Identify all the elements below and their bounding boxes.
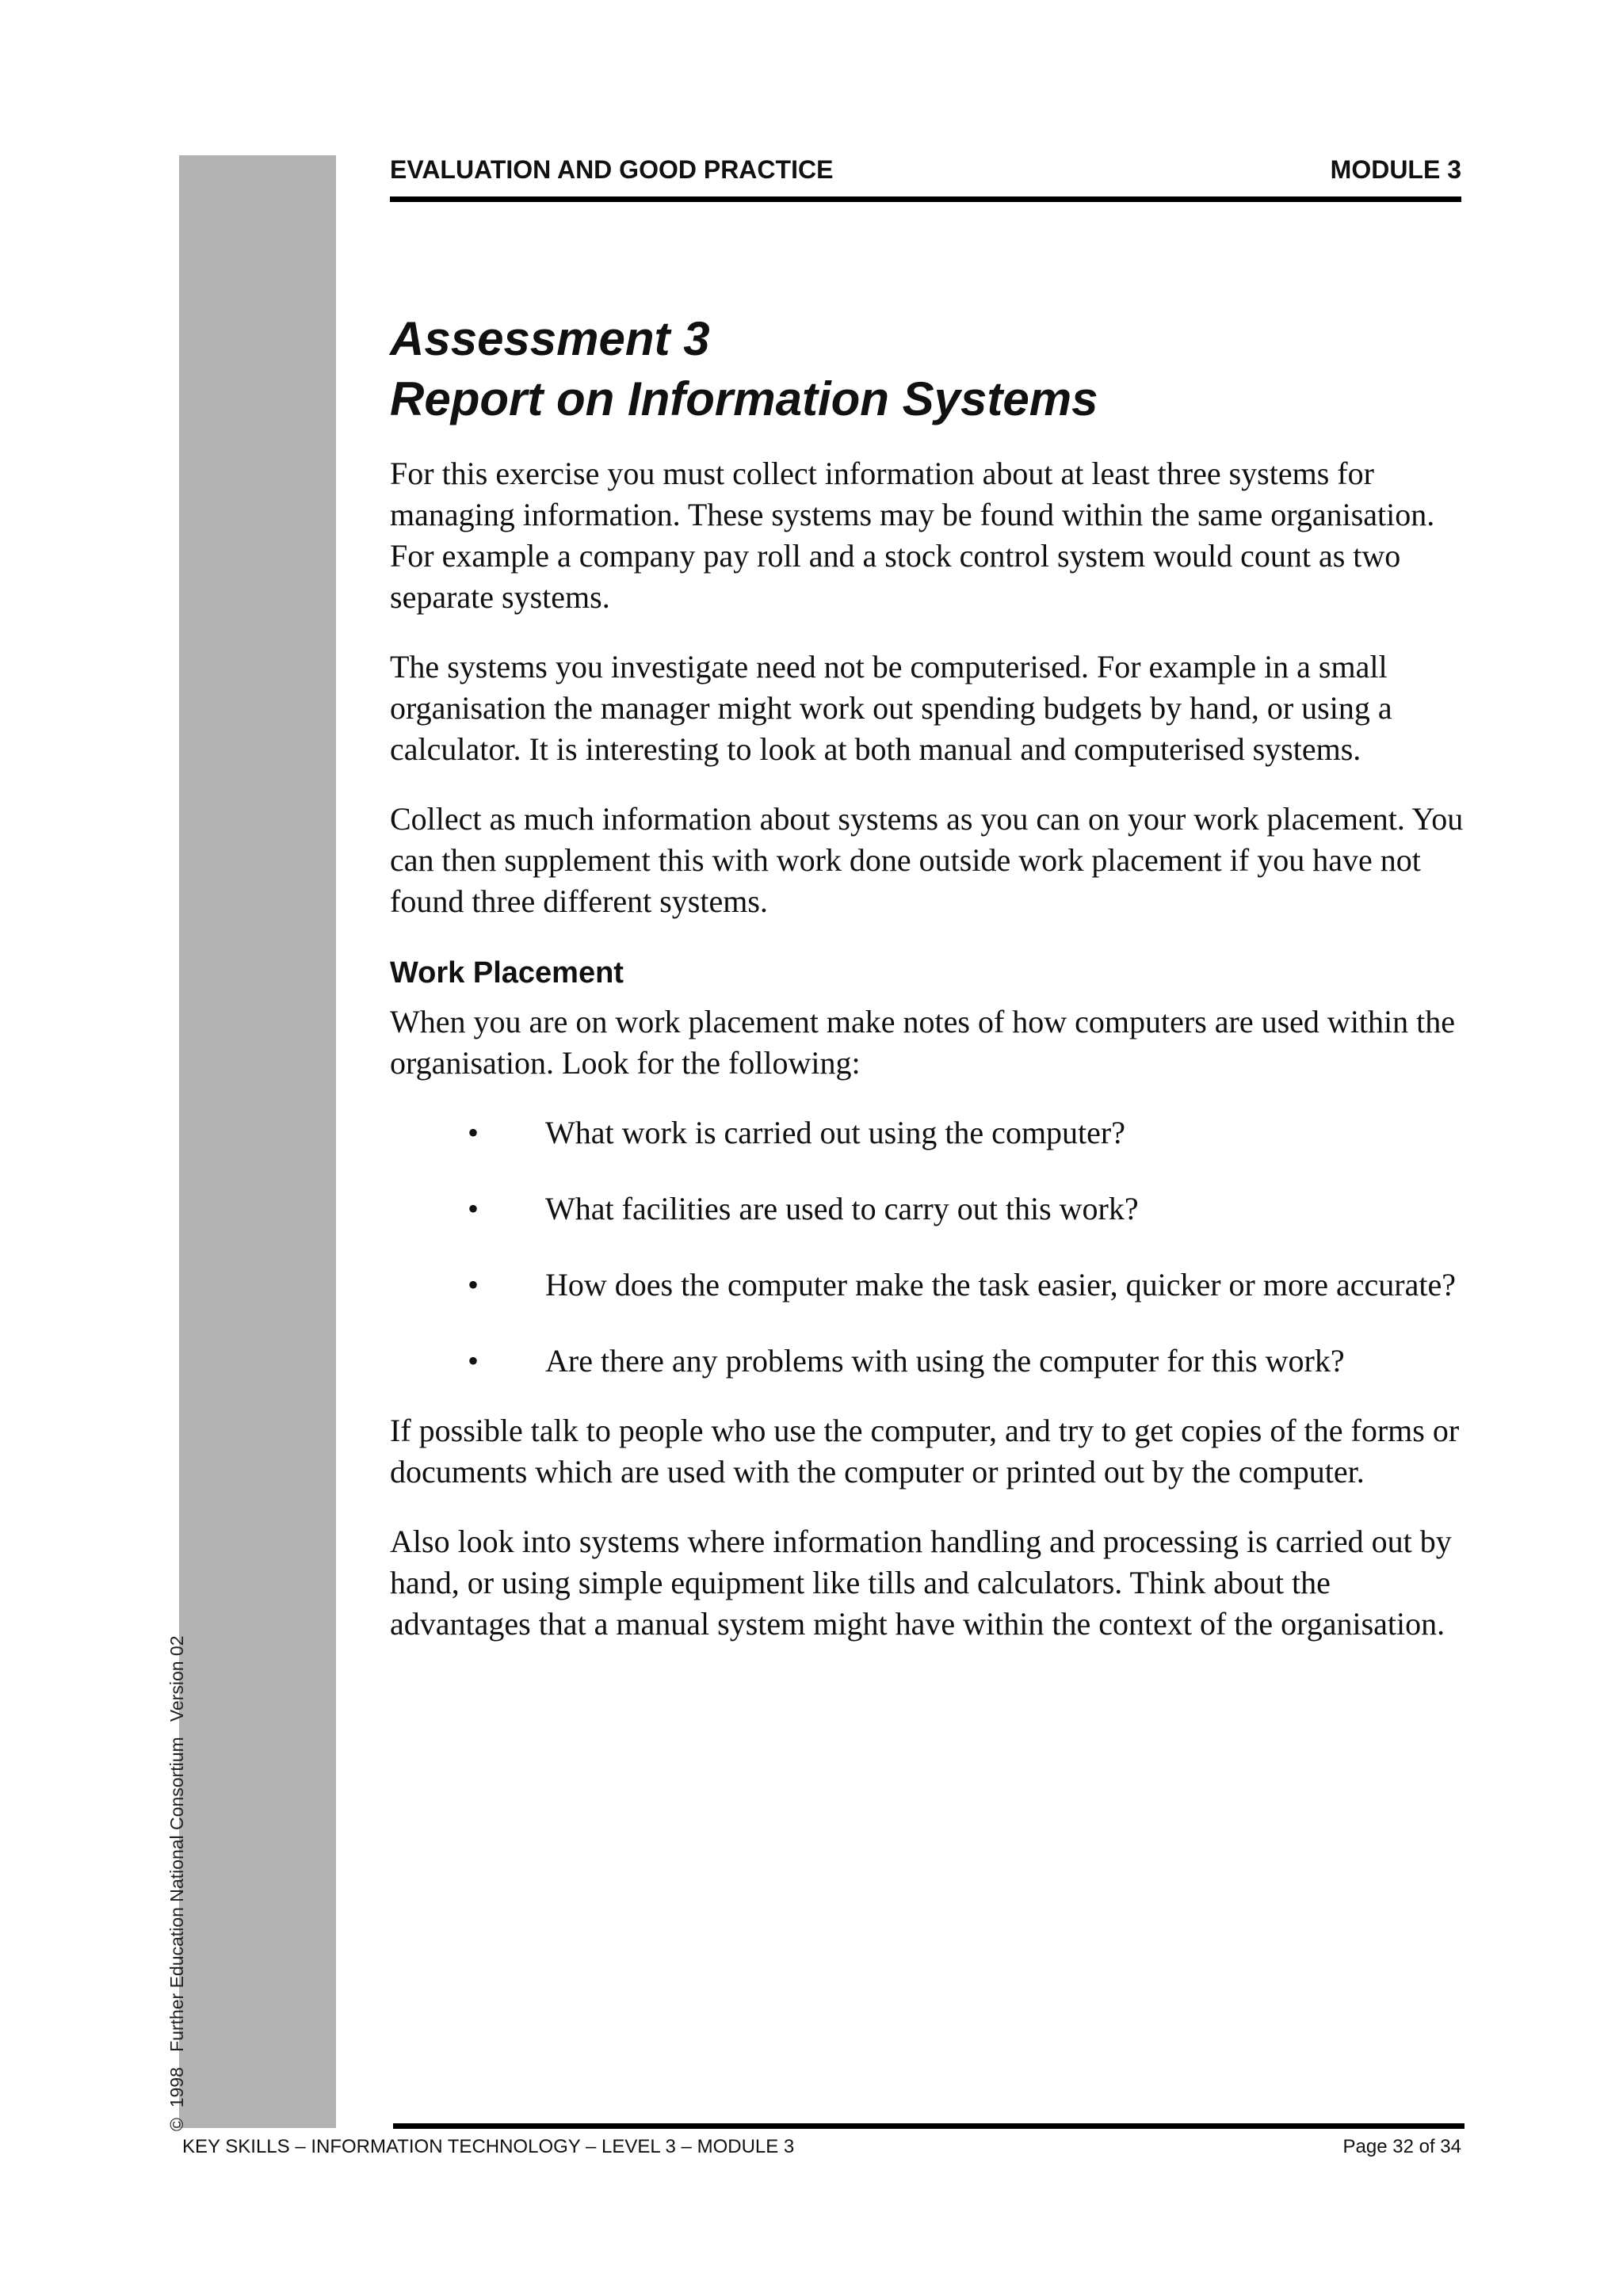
footer-divider	[393, 2123, 1465, 2129]
footer-course-title: KEY SKILLS – INFORMATION TECHNOLOGY – LEVEL 3 – MODULE 3	[182, 2136, 795, 2157]
paragraph: Also look into systems where information handling and processing is carried out by hand, or using simple equipment like tills and calculators. Think about the advantages that a manual system might have within the context of the organisation.	[390, 1524, 1452, 1642]
list-item-text: What facilities are used to carry out this work?	[545, 1191, 1139, 1226]
bullet-icon: •	[468, 1267, 479, 1302]
bullet-list	[390, 1112, 1468, 1382]
page-title	[390, 309, 1098, 429]
paragraph: Collect as much information about systems as you can on your work placement. You can then supplement this with work done outside work placement if you have not found three different systems.	[390, 801, 1464, 919]
main-content	[390, 453, 1468, 1673]
copyright-notice: © 1998 Further Education National Consortium Version 02	[166, 1635, 187, 2131]
page-header	[390, 155, 1461, 202]
sidebar-bar	[179, 155, 336, 2128]
paragraph: If possible talk to people who use the computer, and try to get copies of the forms or documents which are used with the computer or printed out by the computer.	[390, 1413, 1460, 1489]
module-label: MODULE 3	[1330, 155, 1461, 184]
list-item-text: Are there any problems with using the computer for this work?	[545, 1343, 1345, 1379]
title-line-1: Assessment 3	[390, 312, 710, 365]
list-item	[390, 1188, 1468, 1230]
bullet-icon: •	[468, 1191, 479, 1226]
title-line-2: Report on Information Systems	[390, 372, 1098, 425]
list-item-text: How does the computer make the task easier, quicker or more accurate?	[545, 1267, 1457, 1302]
list-item	[390, 1341, 1468, 1382]
list-item	[390, 1112, 1468, 1154]
paragraph: The systems you investigate need not be computerised. For example in a small organisation the manager might work out spending budgets by hand, or using a calculator. It is interesting to look at both manual and computerised systems.	[390, 649, 1392, 767]
paragraph: When you are on work placement make notes of how computers are used within the organisation. Look for the following:	[390, 1004, 1456, 1081]
section-title: EVALUATION AND GOOD PRACTICE	[390, 155, 834, 184]
list-item-text: What work is carried out using the computer?	[545, 1115, 1125, 1150]
paragraph: For this exercise you must collect information about at least three systems for managing information. These systems may be found within the same organisation. For example a company pay roll and a stock control system would count as two separate systems.	[390, 456, 1435, 615]
bullet-icon: •	[468, 1115, 479, 1150]
list-item	[390, 1264, 1468, 1306]
page-number: Page 32 of 34	[1342, 2136, 1461, 2157]
section-heading-work-placement: Work Placement	[390, 956, 624, 990]
bullet-icon: •	[468, 1343, 479, 1379]
